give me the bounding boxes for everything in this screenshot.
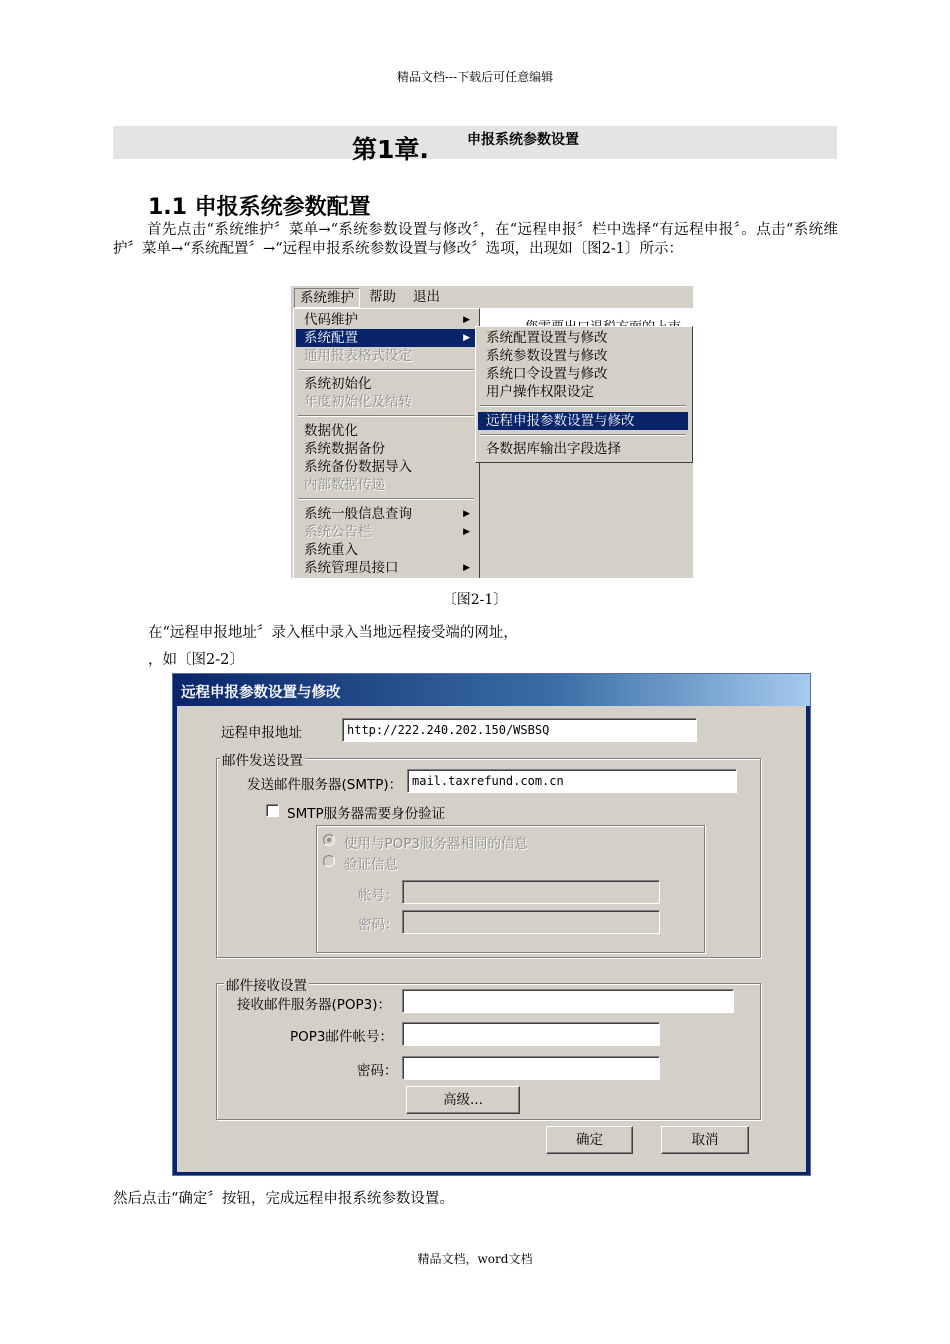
menu-separator bbox=[298, 369, 474, 371]
submenu-item-password-settings[interactable]: 系统口令设置与修改 bbox=[486, 366, 608, 382]
pop3-account-input[interactable] bbox=[402, 1022, 660, 1046]
menu-separator bbox=[298, 498, 474, 500]
pop3-server-input[interactable] bbox=[402, 989, 734, 1013]
submenu-arrow-icon: ▶ bbox=[463, 563, 470, 573]
menu-item-annual-init: 年度初始化及结转 bbox=[304, 394, 412, 410]
menu-item-admin-interface[interactable]: 系统管理员接口 ▶ bbox=[304, 560, 470, 576]
ok-button[interactable]: 确定 bbox=[546, 1126, 633, 1154]
smtp-label: 发送邮件服务器(SMTP)： bbox=[247, 777, 403, 793]
menu-item-system-config[interactable]: 系统配置 ▶ bbox=[296, 329, 476, 347]
section-heading: 1.1 申报系统参数配置 bbox=[148, 195, 371, 220]
advanced-button[interactable]: 高级... bbox=[406, 1086, 520, 1114]
page-header: 精品文档---下载后可任意编辑 bbox=[396, 70, 554, 84]
menu-separator bbox=[298, 415, 474, 417]
page-footer: 精品文档，word文档 bbox=[417, 1252, 533, 1266]
instruction-text: 在“远程申报地址〞录入框中录入当地远程接受端的网址， bbox=[148, 625, 518, 641]
dialog-titlebar bbox=[173, 674, 810, 706]
menubar-help[interactable]: 帮助 bbox=[369, 289, 396, 305]
menu-item-data-optimize[interactable]: 数据优化 bbox=[304, 423, 358, 439]
menu-item-system-reenter[interactable]: 系统重入 bbox=[304, 542, 358, 558]
smtp-server-input[interactable]: mail.taxrefund.com.cn bbox=[407, 769, 737, 793]
submenu-arrow-icon: ▶ bbox=[463, 509, 470, 519]
auth-account-label: 帐号： bbox=[358, 888, 399, 904]
remote-declare-dialog bbox=[172, 673, 811, 1176]
figure-reference-text: ，如〔图2-2〕 bbox=[148, 652, 244, 668]
pop3-password-label: 密码： bbox=[357, 1063, 398, 1079]
intro-paragraph bbox=[113, 221, 838, 259]
menu-item-code-maintenance[interactable]: 代码维护 ▶ bbox=[304, 312, 470, 328]
smtp-auth-label: SMTP服务器需要身份验证 bbox=[287, 806, 446, 822]
remote-address-label: 远程申报地址 bbox=[221, 725, 302, 741]
cancel-button[interactable]: 取消 bbox=[661, 1126, 749, 1154]
menu-item-internal-transfer: 内部数据传递 bbox=[304, 477, 385, 493]
auth-password-input[interactable] bbox=[402, 910, 660, 934]
submenu-item-db-output-fields[interactable]: 各数据库输出字段选择 bbox=[486, 441, 621, 457]
pop3-account-label: POP3邮件帐号： bbox=[290, 1029, 393, 1045]
dialog-title: 远程申报参数设置与修改 bbox=[181, 685, 341, 701]
submenu-arrow-icon: ▶ bbox=[463, 333, 470, 343]
menu-item-system-init[interactable]: 系统初始化 bbox=[304, 376, 372, 392]
menu-item-backup-import[interactable]: 系统备份数据导入 bbox=[304, 459, 412, 475]
menubar-system-maintenance[interactable]: 系统维护 bbox=[294, 288, 360, 308]
intro-text: 首先点击“系统维护〞菜单→“系统参数设置与修改〞，在“远程申报〞栏中选择“有远程申报〞。点击“系统维护〞菜单→“系统配置〞→“远程申报系统参数设置与修改〞选项，出现如〔图2-1〕所示： bbox=[113, 222, 838, 257]
menu-separator bbox=[480, 405, 686, 407]
mail-recv-group-label: 邮件接收设置 bbox=[224, 974, 309, 994]
final-sentence: 然后点击“确定〞按钮，完成远程申报系统参数设置。 bbox=[113, 1191, 454, 1207]
menu-screenshot bbox=[291, 286, 693, 578]
radio-auth-info-label: 验证信息 bbox=[344, 857, 398, 873]
dialog-body bbox=[177, 706, 806, 1172]
pop3-password-input[interactable] bbox=[402, 1056, 660, 1080]
mail-send-group-label: 邮件发送设置 bbox=[220, 749, 305, 769]
remote-address-input[interactable]: http://222.240.202.150/WSBSQ bbox=[342, 718, 697, 742]
submenu-item-remote-declare[interactable]: 远程申报参数设置与修改 bbox=[478, 412, 688, 430]
system-config-submenu bbox=[475, 326, 693, 463]
auth-password-label: 密码： bbox=[358, 917, 399, 933]
auth-account-input[interactable] bbox=[402, 880, 660, 904]
submenu-arrow-icon: ▶ bbox=[463, 527, 470, 537]
submenu-item-param-settings[interactable]: 系统参数设置与修改 bbox=[486, 348, 608, 364]
menubar-exit[interactable]: 退出 bbox=[413, 289, 440, 305]
chapter-title: 申报系统参数设置 bbox=[467, 132, 579, 148]
menu-bar bbox=[291, 286, 693, 309]
submenu-arrow-icon: ▶ bbox=[463, 315, 470, 325]
system-maintenance-menu bbox=[293, 308, 480, 578]
menu-item-report-format: 通用报表格式设定 bbox=[304, 348, 412, 364]
figure-1-caption: 〔图2-1〕 bbox=[442, 592, 508, 608]
smtp-auth-checkbox[interactable] bbox=[266, 804, 279, 817]
menu-item-data-backup[interactable]: 系统数据备份 bbox=[304, 441, 385, 457]
radio-auth-info[interactable] bbox=[323, 855, 335, 867]
menu-item-bulletin: 系统公告栏 ▶ bbox=[304, 524, 470, 540]
submenu-item-user-permissions[interactable]: 用户操作权限设定 bbox=[486, 384, 594, 400]
menu-separator bbox=[480, 434, 686, 436]
radio-same-pop3[interactable] bbox=[323, 834, 335, 846]
chapter-number: 第1章. bbox=[352, 135, 429, 164]
radio-same-pop3-label: 使用与POP3服务器相同的信息 bbox=[344, 836, 528, 852]
submenu-item-config-settings[interactable]: 系统配置设置与修改 bbox=[486, 330, 608, 346]
pop3-server-label: 接收邮件服务器(POP3)： bbox=[237, 997, 392, 1013]
menu-item-general-query[interactable]: 系统一般信息查询 ▶ bbox=[304, 506, 470, 522]
